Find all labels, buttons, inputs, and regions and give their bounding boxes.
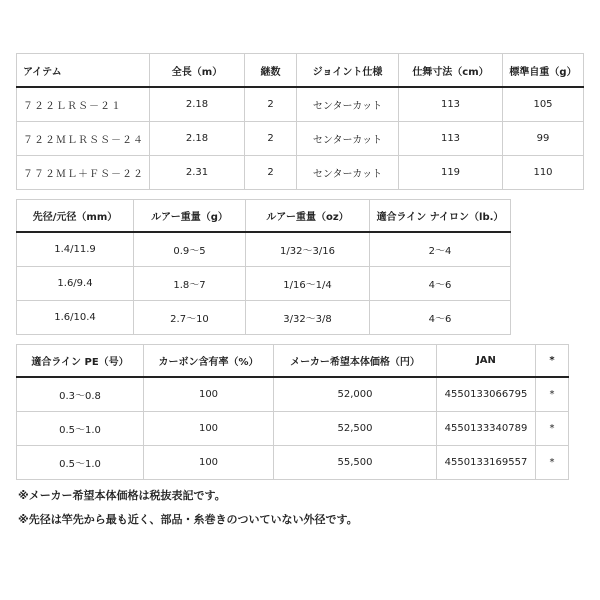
item-name: ７２２ＬＲＳ－２１ bbox=[17, 87, 150, 122]
joint-value: センターカット bbox=[297, 122, 399, 156]
item-name: ７２２ＭＬＲＳＳ－２４ bbox=[17, 122, 150, 156]
table-row bbox=[17, 412, 569, 446]
weight-value: 105 bbox=[503, 87, 584, 122]
joint-value: センターカット bbox=[297, 87, 399, 122]
header-closed-length: 仕舞寸法（cm） bbox=[399, 54, 503, 88]
tip-diameter-note: ※先径は竿先から最も近く、部品・糸巻きのついていない外径です。 bbox=[18, 513, 358, 526]
diameter-value: 1.4/11.9 bbox=[17, 232, 134, 267]
header-sections: 継数 bbox=[245, 54, 297, 88]
nylon-value: 4～6 bbox=[370, 301, 511, 335]
length-value: 2.18 bbox=[150, 87, 245, 122]
table-row bbox=[17, 377, 569, 412]
lure-table bbox=[16, 199, 511, 335]
nylon-value: 4～6 bbox=[370, 267, 511, 301]
closed-length-value: 113 bbox=[399, 87, 503, 122]
jan-value: 4550133169557 bbox=[437, 446, 536, 480]
diameter-value: 1.6/10.4 bbox=[17, 301, 134, 335]
weight-value: 99 bbox=[503, 122, 584, 156]
header-nylon-line: 適合ライン ナイロン（lb.） bbox=[370, 200, 511, 233]
price-value: 52,000 bbox=[274, 377, 437, 412]
jan-value: 4550133340789 bbox=[437, 412, 536, 446]
header-lure-weight-oz: ルアー重量（oz） bbox=[246, 200, 370, 233]
length-value: 2.18 bbox=[150, 122, 245, 156]
closed-length-value: 119 bbox=[399, 156, 503, 190]
header-joint: ジョイント仕様 bbox=[297, 54, 399, 88]
price-value: 55,500 bbox=[274, 446, 437, 480]
lure-table-header-row bbox=[17, 200, 511, 233]
lure-oz-value: 1/32～3/16 bbox=[246, 232, 370, 267]
carbon-value: 100 bbox=[144, 412, 274, 446]
table-row bbox=[17, 267, 511, 301]
header-weight: 標準自重（g） bbox=[503, 54, 584, 88]
table-row bbox=[17, 232, 511, 267]
nylon-value: 2～4 bbox=[370, 232, 511, 267]
diameter-value: 1.6/9.4 bbox=[17, 267, 134, 301]
spec-table bbox=[16, 53, 584, 190]
header-tip-butt-diameter: 先径/元径（mm） bbox=[17, 200, 134, 233]
header-item: アイテム bbox=[17, 54, 150, 88]
pe-value: 0.5～1.0 bbox=[17, 446, 144, 480]
asterisk-value: * bbox=[536, 446, 569, 480]
sections-value: 2 bbox=[245, 122, 297, 156]
table-row bbox=[17, 122, 584, 156]
item-name: ７７２ＭＬ＋ＦＳ－２２ bbox=[17, 156, 150, 190]
lure-g-value: 0.9～5 bbox=[134, 232, 246, 267]
weight-value: 110 bbox=[503, 156, 584, 190]
sections-value: 2 bbox=[245, 87, 297, 122]
spec-table-header-row bbox=[17, 54, 584, 88]
lure-g-value: 2.7～10 bbox=[134, 301, 246, 335]
pe-value: 0.5～1.0 bbox=[17, 412, 144, 446]
price-table-header-row bbox=[17, 345, 569, 378]
price-value: 52,500 bbox=[274, 412, 437, 446]
lure-oz-value: 1/16～1/4 bbox=[246, 267, 370, 301]
header-carbon: カーボン含有率（%） bbox=[144, 345, 274, 378]
joint-value: センターカット bbox=[297, 156, 399, 190]
header-jan: JAN bbox=[437, 345, 536, 378]
length-value: 2.31 bbox=[150, 156, 245, 190]
closed-length-value: 113 bbox=[399, 122, 503, 156]
lure-oz-value: 3/32～3/8 bbox=[246, 301, 370, 335]
header-lure-weight-g: ルアー重量（g） bbox=[134, 200, 246, 233]
asterisk-value: * bbox=[536, 412, 569, 446]
pe-value: 0.3～0.8 bbox=[17, 377, 144, 412]
header-price: メーカー希望本体価格（円） bbox=[274, 345, 437, 378]
carbon-value: 100 bbox=[144, 446, 274, 480]
asterisk-value: * bbox=[536, 377, 569, 412]
header-length: 全長（m） bbox=[150, 54, 245, 88]
table-row bbox=[17, 87, 584, 122]
header-pe-line: 適合ライン PE（号） bbox=[17, 345, 144, 378]
header-asterisk: * bbox=[536, 345, 569, 378]
price-tax-note: ※メーカー希望本体価格は税抜表記です。 bbox=[18, 489, 226, 502]
lure-g-value: 1.8～7 bbox=[134, 267, 246, 301]
jan-value: 4550133066795 bbox=[437, 377, 536, 412]
table-row bbox=[17, 301, 511, 335]
price-table bbox=[16, 344, 569, 480]
table-row bbox=[17, 446, 569, 480]
sections-value: 2 bbox=[245, 156, 297, 190]
table-row bbox=[17, 156, 584, 190]
carbon-value: 100 bbox=[144, 377, 274, 412]
